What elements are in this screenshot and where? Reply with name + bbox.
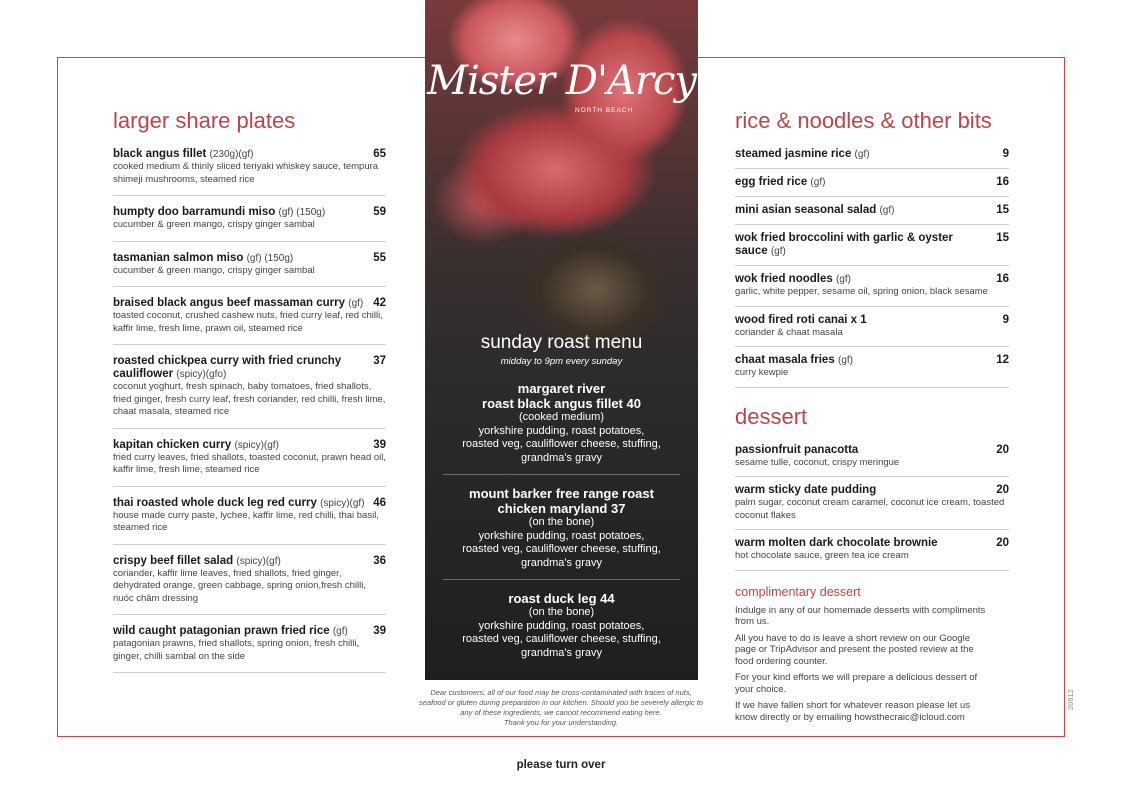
menu-item-name: black angus fillet: [113, 148, 207, 160]
menu-item-price: 20: [996, 484, 1009, 496]
menu-item-header: [735, 484, 1009, 497]
menu-item-title: [735, 354, 853, 367]
menu-item-price: 55: [373, 251, 386, 264]
roast-subtitle: midday to 9pm every sunday: [500, 356, 623, 367]
menu-item-header: [735, 232, 1009, 258]
roast-item: [439, 486, 684, 570]
menu-item-name: chaat masala fries: [735, 354, 835, 366]
menu-item-tag: (spicy)(gf): [236, 555, 281, 567]
menu-item-name: passionfruit panacotta: [735, 443, 859, 456]
menu-item: [735, 444, 1009, 478]
menu-item-title: [735, 232, 988, 258]
larger-share-plates-section: [113, 108, 386, 683]
menu-item-name: braised black angus beef massaman curry: [113, 297, 346, 309]
divider: [443, 579, 680, 580]
menu-item-tag: (gf): [332, 626, 348, 637]
menu-item-title: [735, 484, 876, 497]
menu-item-price: 16: [996, 176, 1009, 188]
menu-item-name: roasted chickpea curry with fried crunchy cauliflower: [113, 355, 342, 380]
menu-item-price: 15: [996, 204, 1009, 216]
menu-item-header: [113, 555, 386, 568]
menu-item-description: cucumber & green mango, crispy ginger sambal: [113, 264, 315, 276]
section-title: rice & noodles & other bits: [735, 108, 992, 133]
menu-item: [735, 148, 1009, 169]
menu-item-description: curry kewpie: [735, 367, 789, 378]
menu-item: [735, 314, 1009, 348]
menu-item-description: sesame tulle, coconut, crispy meringue: [735, 456, 900, 468]
menu-item-tag: (230g)(gf): [209, 149, 254, 160]
menu-item-title: [113, 497, 365, 510]
menu-item-tag: (gf): [810, 177, 826, 188]
roast-title: sunday roast menu: [480, 332, 643, 353]
menu-item-description: coriander, kaffir lime leaves, fried shallots, fried ginger, dehydrated orange, green cabbage, spring onion,fresh chilli, nuóc châm dressing: [113, 567, 366, 604]
rice-noodles-section: [735, 108, 1009, 728]
menu-item-title: [735, 314, 867, 327]
menu-item-price: 59: [373, 206, 386, 218]
menu-item-price: 12: [996, 354, 1009, 366]
menu-item-name: crispy beef fillet salad: [113, 554, 234, 567]
menu-item-name: warm molten dark chocolate brownie: [735, 537, 938, 549]
roast-item-line: roasted veg, cauliflower cheese, stuffing,: [462, 633, 661, 645]
menu-item-tag: (gf) (150g): [278, 207, 326, 218]
roast-item-name: chicken maryland 37: [497, 501, 626, 516]
menu-item-title: [735, 204, 894, 217]
menu-item-name: warm sticky date pudding: [735, 484, 877, 496]
menu-item-header: [735, 537, 1009, 550]
menu-item-description: patagonian prawns, fried shallots, spring onion, fresh chilli, ginger, chilli sambal on the side: [113, 638, 360, 662]
footer-note: please turn over: [516, 759, 606, 771]
roast-item-line: roasted veg, cauliflower cheese, stuffing,: [462, 543, 661, 555]
menu-item-description: garlic, white pepper, sesame oil, spring onion, black sesame: [735, 286, 988, 297]
menu-item: [113, 625, 386, 673]
menu-item-description: cooked medium & thinly sliced teriyaki whiskey sauce, tempura shimeji mushrooms, steamed rice: [113, 161, 379, 185]
menu-item-tag: (spicy)(gf): [234, 439, 279, 451]
menu-item-header: [113, 439, 386, 452]
menu-item-name: egg fried rice: [735, 176, 808, 188]
menu-item-title: [113, 355, 365, 381]
complimentary-paragraph: For your kind efforts we will prepare a delicious dessert of your choice.: [735, 672, 978, 695]
menu-item-title: [113, 148, 253, 161]
roast-item-line: (on the bone): [528, 606, 595, 618]
menu-item-header: [113, 625, 386, 638]
roast-item-line: grandma's gravy: [521, 556, 602, 569]
menu-item: [113, 497, 386, 545]
disclaimer-line: seafood or gluten during preparation in our kitchen. Should you be severely allergic to: [419, 698, 703, 707]
menu-item-price: 36: [373, 554, 386, 567]
print-code: 20812: [1066, 689, 1075, 710]
menu-item-description: toasted coconut, crushed cashew nuts, fried curry leaf, red chilli, kaffir lime, fresh lime, prawn oil, steamed rice: [113, 310, 383, 334]
menu-item-name: mini asian seasonal salad: [735, 204, 877, 216]
menu-item: [113, 252, 386, 288]
complimentary-paragraph: If we have fallen short for whatever reason please let us know directly or by emailing howsthecraic@icloud.com: [735, 700, 970, 723]
menu-item-name: humpty doo barramundi miso: [113, 206, 276, 218]
menu-item-tag: (spicy)(gfo): [176, 369, 227, 380]
menu-item-header: [735, 176, 1009, 189]
menu-item-price: 39: [373, 438, 386, 451]
menu-item-description: hot chocolate sauce, green tea ice cream: [735, 550, 909, 561]
menu-item-price: 37: [373, 355, 386, 367]
menu-item-name: wok fried noodles: [735, 273, 833, 285]
menu-item-name: wood fired roti canai x 1: [735, 313, 867, 326]
sunday-roast-panel: [425, 0, 698, 680]
dessert-title: dessert: [735, 403, 808, 429]
menu-item-title: [735, 148, 870, 161]
menu-item: [113, 297, 386, 345]
menu-item-header: [735, 354, 1009, 367]
menu-item: [735, 537, 1009, 571]
menu-item: [735, 484, 1009, 530]
menu-item-price: 9: [1002, 148, 1009, 160]
roast-item-line: yorkshire pudding, roast potatoes,: [478, 529, 645, 542]
menu-item: [113, 439, 386, 487]
disclaimer-line: any of these ingredients, we cannot recommend eating here.: [460, 708, 662, 717]
roast-item-line: yorkshire pudding, roast potatoes,: [478, 619, 645, 632]
menu-item-title: [113, 439, 279, 452]
menu-item-description: coconut yoghurt, fresh spinach, baby tomatoes, fried shallots, fried ginger, fresh curry leaf, fresh coriander, red chilli, fresh lime, chaat masala, steamed rice: [113, 381, 386, 417]
menu-item-tag: (gf) (150g): [246, 252, 294, 264]
divider: [443, 474, 680, 475]
menu-item-header: [735, 314, 1009, 327]
menu-item-header: [113, 148, 386, 161]
menu-item-header: [113, 497, 386, 510]
section-title: larger share plates: [113, 108, 296, 133]
menu-item-title: [735, 537, 938, 550]
menu-item-title: [113, 206, 325, 219]
complimentary-dessert-title: complimentary dessert: [735, 584, 861, 599]
menu-item: [735, 273, 1009, 307]
menu-item-name: steamed jasmine rice: [735, 148, 852, 160]
menu-item: [735, 176, 1009, 197]
menu-item-tag: (gf): [879, 205, 895, 216]
menu-item-tag: (gf): [835, 274, 851, 285]
menu-item-tag: (gf): [770, 246, 786, 257]
complimentary-paragraph: Indulge in any of our homemade desserts with compliments from us.: [735, 604, 986, 627]
menu-item-description: coriander & chaat masala: [735, 326, 843, 338]
menu-item-header: [735, 204, 1009, 217]
menu-item-header: [113, 252, 386, 265]
menu-item-name: wild caught patagonian prawn fried rice: [113, 625, 330, 637]
menu-item-title: [113, 297, 363, 310]
menu-item: [735, 204, 1009, 225]
menu-item-name: tasmanian salmon miso: [113, 251, 244, 264]
roast-item-name: margaret river: [517, 381, 606, 396]
disclaimer-line: Dear customers, all of our food may be cross-contaminated with traces of nuts,: [430, 688, 692, 697]
menu-item-header: [113, 206, 386, 219]
menu-item-description: fried curry leaves, fried shallots, toasted coconut, prawn head oil, kaffir lime, fresh lime, steamed rice: [113, 451, 387, 475]
menu-item-header: [735, 148, 1009, 161]
roast-item-line: (cooked medium): [519, 411, 604, 423]
menu-item-price: 9: [1002, 313, 1009, 326]
menu-item-title: [735, 176, 825, 189]
menu-item-price: 20: [996, 443, 1009, 456]
roast-item-name: mount barker free range roast: [469, 486, 654, 501]
roast-item-line: yorkshire pudding, roast potatoes,: [478, 424, 645, 437]
menu-item-tag: (gf): [348, 298, 364, 309]
menu-item: [113, 148, 386, 196]
menu-item-name: kapitan chicken curry: [113, 438, 232, 451]
menu-item: [735, 232, 1009, 266]
menu-item-header: [735, 273, 1009, 286]
roast-item: [439, 591, 684, 660]
dessert-list: [735, 444, 1009, 571]
brand-logo: Mister D'Arcy: [427, 58, 696, 104]
brand-location: NORTH BEACH: [575, 107, 634, 114]
menu-item-price: 16: [996, 273, 1009, 285]
menu-item-title: [113, 252, 293, 265]
disclaimer-line: Thank you for your understanding.: [503, 718, 619, 727]
roast-item-line: roasted veg, cauliflower cheese, stuffing,: [462, 438, 661, 450]
menu-item-name: wok fried broccolini with garlic & oyster sauce: [735, 232, 953, 257]
menu-item-title: [735, 444, 858, 457]
menu-item: [113, 206, 386, 242]
menu-item-tag: (gf): [854, 149, 870, 160]
menu-item-name: thai roasted whole duck leg red curry: [113, 496, 317, 509]
menu-item-price: 15: [996, 232, 1009, 244]
menu-item-title: [113, 625, 348, 638]
menu-item: [113, 555, 386, 616]
menu-item-title: [735, 273, 851, 286]
roast-item-line: grandma's gravy: [521, 646, 602, 659]
roast-item-name: roast black angus fillet 40: [482, 396, 641, 411]
roast-item-line: (on the bone): [528, 516, 595, 528]
menu-item-title: [113, 555, 281, 568]
menu-item-price: 39: [373, 625, 386, 637]
menu-item-description: cucumber & green mango, crispy ginger sambal: [113, 219, 315, 230]
menu-item-description: palm sugar, coconut cream caramel, coconut ice cream, toasted coconut flakes: [735, 497, 1005, 521]
menu-item: [735, 354, 1009, 388]
menu-item-price: 42: [373, 297, 386, 309]
menu-item-price: 46: [373, 496, 386, 509]
allergen-disclaimer: [400, 688, 722, 728]
menu-item-header: [113, 297, 386, 310]
menu-item-price: 20: [996, 537, 1009, 549]
menu-item-header: [735, 444, 1009, 457]
menu-item-tag: (gf): [837, 355, 853, 366]
menu-item-price: 65: [373, 148, 386, 160]
menu-item-list: [113, 148, 386, 673]
roast-item-line: grandma's gravy: [521, 451, 602, 464]
menu-item-description: house made curry paste, lychee, kaffir lime, red chilli, thai basil, steamed rice: [113, 509, 379, 533]
roast-item: [439, 381, 684, 465]
roast-item-name: roast duck leg 44: [508, 591, 615, 606]
complimentary-paragraph: All you have to do is leave a short review on our Google page or TripAdvisor and present the posted review at the food ordering counter.: [735, 632, 974, 667]
menu-item-list: [735, 148, 1009, 388]
menu-item: [113, 355, 386, 429]
menu-item-header: [113, 355, 386, 381]
menu-item-tag: (spicy)(gf): [320, 497, 365, 509]
